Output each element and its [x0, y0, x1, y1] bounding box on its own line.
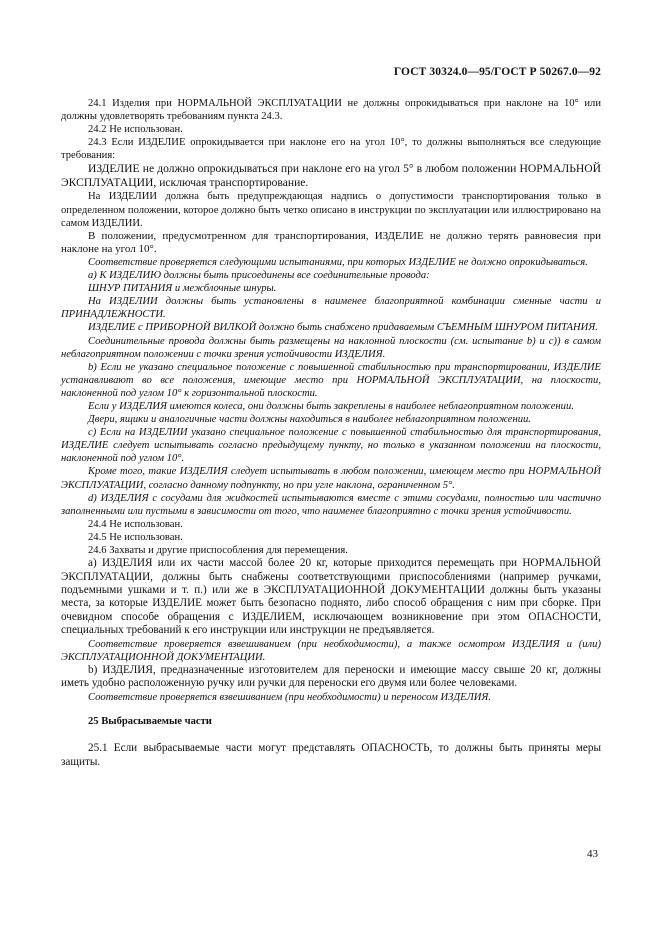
paragraph-24-6: 24.6 Захваты и другие приспособления для перемещения.	[88, 545, 348, 556]
paragraph-24-6-a: а) ИЗДЕЛИЯ или их части массой более 20 кг, которые приходится перемещать при НОРМАЛЬНОЙ ЭКСПЛУАТАЦИИ, должны быть снабжены соответствующими приспособлениями (например ручками, подъемными ушками и т. п.) или же в ЭКСПЛУАТАЦИОННОЙ ДОКУМЕНТАЦИИ должны быть указаны места, за которые ИЗДЕЛИЕ может быть безопасно поднято, либо способ обращения с ним при сборке. При очевидном способе обращения с ИЗДЕЛИЕМ, исключающем возникновение при этом ОПАСНОСТИ, специальных требований к его инструкции или инструкции не предъявляется.	[61, 557, 601, 637]
paragraph-24-5: 24.5 Не использован.	[88, 531, 183, 543]
paragraph: Двери, ящики и аналогичные части должны находиться в наиболее неблагоприятном положении.	[88, 414, 531, 426]
paragraph-24-4: 24.4 Не использован.	[88, 518, 183, 530]
test-item-d: d) ИЗДЕЛИЯ с сосудами для жидкостей испытываются вместе с этими сосудами, полностью или частично заполненными или пустыми в зависимости от того, что наименее благоприятно с точки зрения устойчивости.	[61, 492, 601, 517]
paragraph: ШНУР ПИТАНИЯ и межблочные шнуры.	[88, 283, 277, 295]
paragraph-24-6-b: b) ИЗДЕЛИЯ, предназначенные изготовителем для переноски и имеющие массу свыше 20 кг, должны иметь удобно расположенную ручку или ручки для переноски его двумя или более человеками.	[61, 663, 601, 690]
paragraph: ИЗДЕЛИЕ с ПРИБОРНОЙ ВИЛКОЙ должно быть снабжено придаваемым СЪЕМНЫМ ШНУРОМ ПИТАНИЯ.	[88, 322, 598, 334]
page-number: 43	[587, 848, 598, 860]
test-item-c: c) Если на ИЗДЕЛИИ указано специальное положение с повышенной стабильностью для транспортирования, ИЗДЕЛИЕ следует испытывать согласно предыдущему пункту, но только в указанном положении на плоскости, наклоненной под углом 10°.	[61, 427, 601, 465]
paragraph: Если у ИЗДЕЛИЯ имеются колеса, они должны быть закреплены в наиболее неблагоприятном положении.	[88, 400, 574, 412]
compliance-text: Соответствие проверяется взвешиванием (при необходимости), а также осмотром ИЗДЕЛИЯ и (или) ЭКСПЛУАТАЦИОННОЙ ДОКУМЕНТАЦИИ.	[61, 638, 601, 663]
paragraph-25-1: 25.1 Если выбрасываемые части могут представлять ОПАСНОСТЬ, то должны быть приняты меры защиты.	[61, 741, 601, 768]
paragraph: В положении, предусмотренном для транспортирования, ИЗДЕЛИЕ не должно терять равновесия при наклоне на угол 10°.	[61, 229, 601, 255]
test-item-b: b) Если не указано специальное положение с повышенной стабильностью при транспортировании, ИЗДЕЛИЕ устанавливают во все положения, имеющие место при НОРМАЛЬНОЙ ЭКСПЛУАТАЦИИ, на плоскости, наклоненной под углом 10° к горизонтальной плоскости.	[61, 361, 601, 399]
section-heading-25: 25 Выбрасываемые части	[88, 715, 212, 727]
document-body	[61, 97, 601, 769]
test-item-a: а) К ИЗДЕЛИЮ должны быть присоединены все соединительные провода:	[88, 270, 430, 282]
paragraph: На ИЗДЕЛИИ должна быть предупреждающая надпись о допустимости транспортирования только в определенном положении, которое должно быть четко описано в инструкции по эксплуатации или иллюстрировано на самом ИЗДЕЛИИ.	[61, 191, 601, 229]
paragraph: На ИЗДЕЛИИ должны быть установлены в наименее благоприятной комбинации сменные части и ПРИНАДЛЕЖНОСТИ.	[61, 296, 601, 321]
compliance-text: Соответствие проверяется следующими испытаниями, при которых ИЗДЕЛИЕ не должно опрокидываться.	[88, 256, 588, 268]
paragraph: ИЗДЕЛИЕ не должно опрокидываться при наклоне его на угол 5° в любом положении НОРМАЛЬНОЙ ЭКСПЛУАТАЦИИ, исключая транспортирование.	[61, 162, 601, 190]
paragraph: Соединительные провода должны быть размещены на наклонной плоскости (см. испытание b) и c)) в самом неблагоприятном положении с точки зрения устойчивости ИЗДЕЛИЯ.	[61, 335, 601, 360]
paragraph-24-1: 24.1 Изделия при НОРМАЛЬНОЙ ЭКСПЛУАТАЦИИ не должны опрокидываться при наклоне на 10° или должны удовлетворять требованиям пункта 24.3.	[61, 98, 601, 123]
document-header: ГОСТ 30324.0—95/ГОСТ Р 50267.0—92	[393, 66, 601, 78]
paragraph-24-2: 24.2 Не использован.	[88, 124, 183, 136]
compliance-text: Соответствие проверяется взвешиванием (при необходимости) и переносом ИЗДЕЛИЯ.	[88, 691, 492, 703]
paragraph-24-3: 24.3 Если ИЗДЕЛИЕ опрокидывается при наклоне его на угол 10°, то должны выполняться все следующие требования:	[61, 137, 601, 162]
paragraph: Кроме того, такие ИЗДЕЛИЯ следует испытывать в любом положении, имеющем место при НОРМАЛЬНОЙ ЭКСПЛУАТАЦИИ, согласно данному подпункту, но при угле наклона, ограниченном 5°.	[61, 466, 601, 491]
